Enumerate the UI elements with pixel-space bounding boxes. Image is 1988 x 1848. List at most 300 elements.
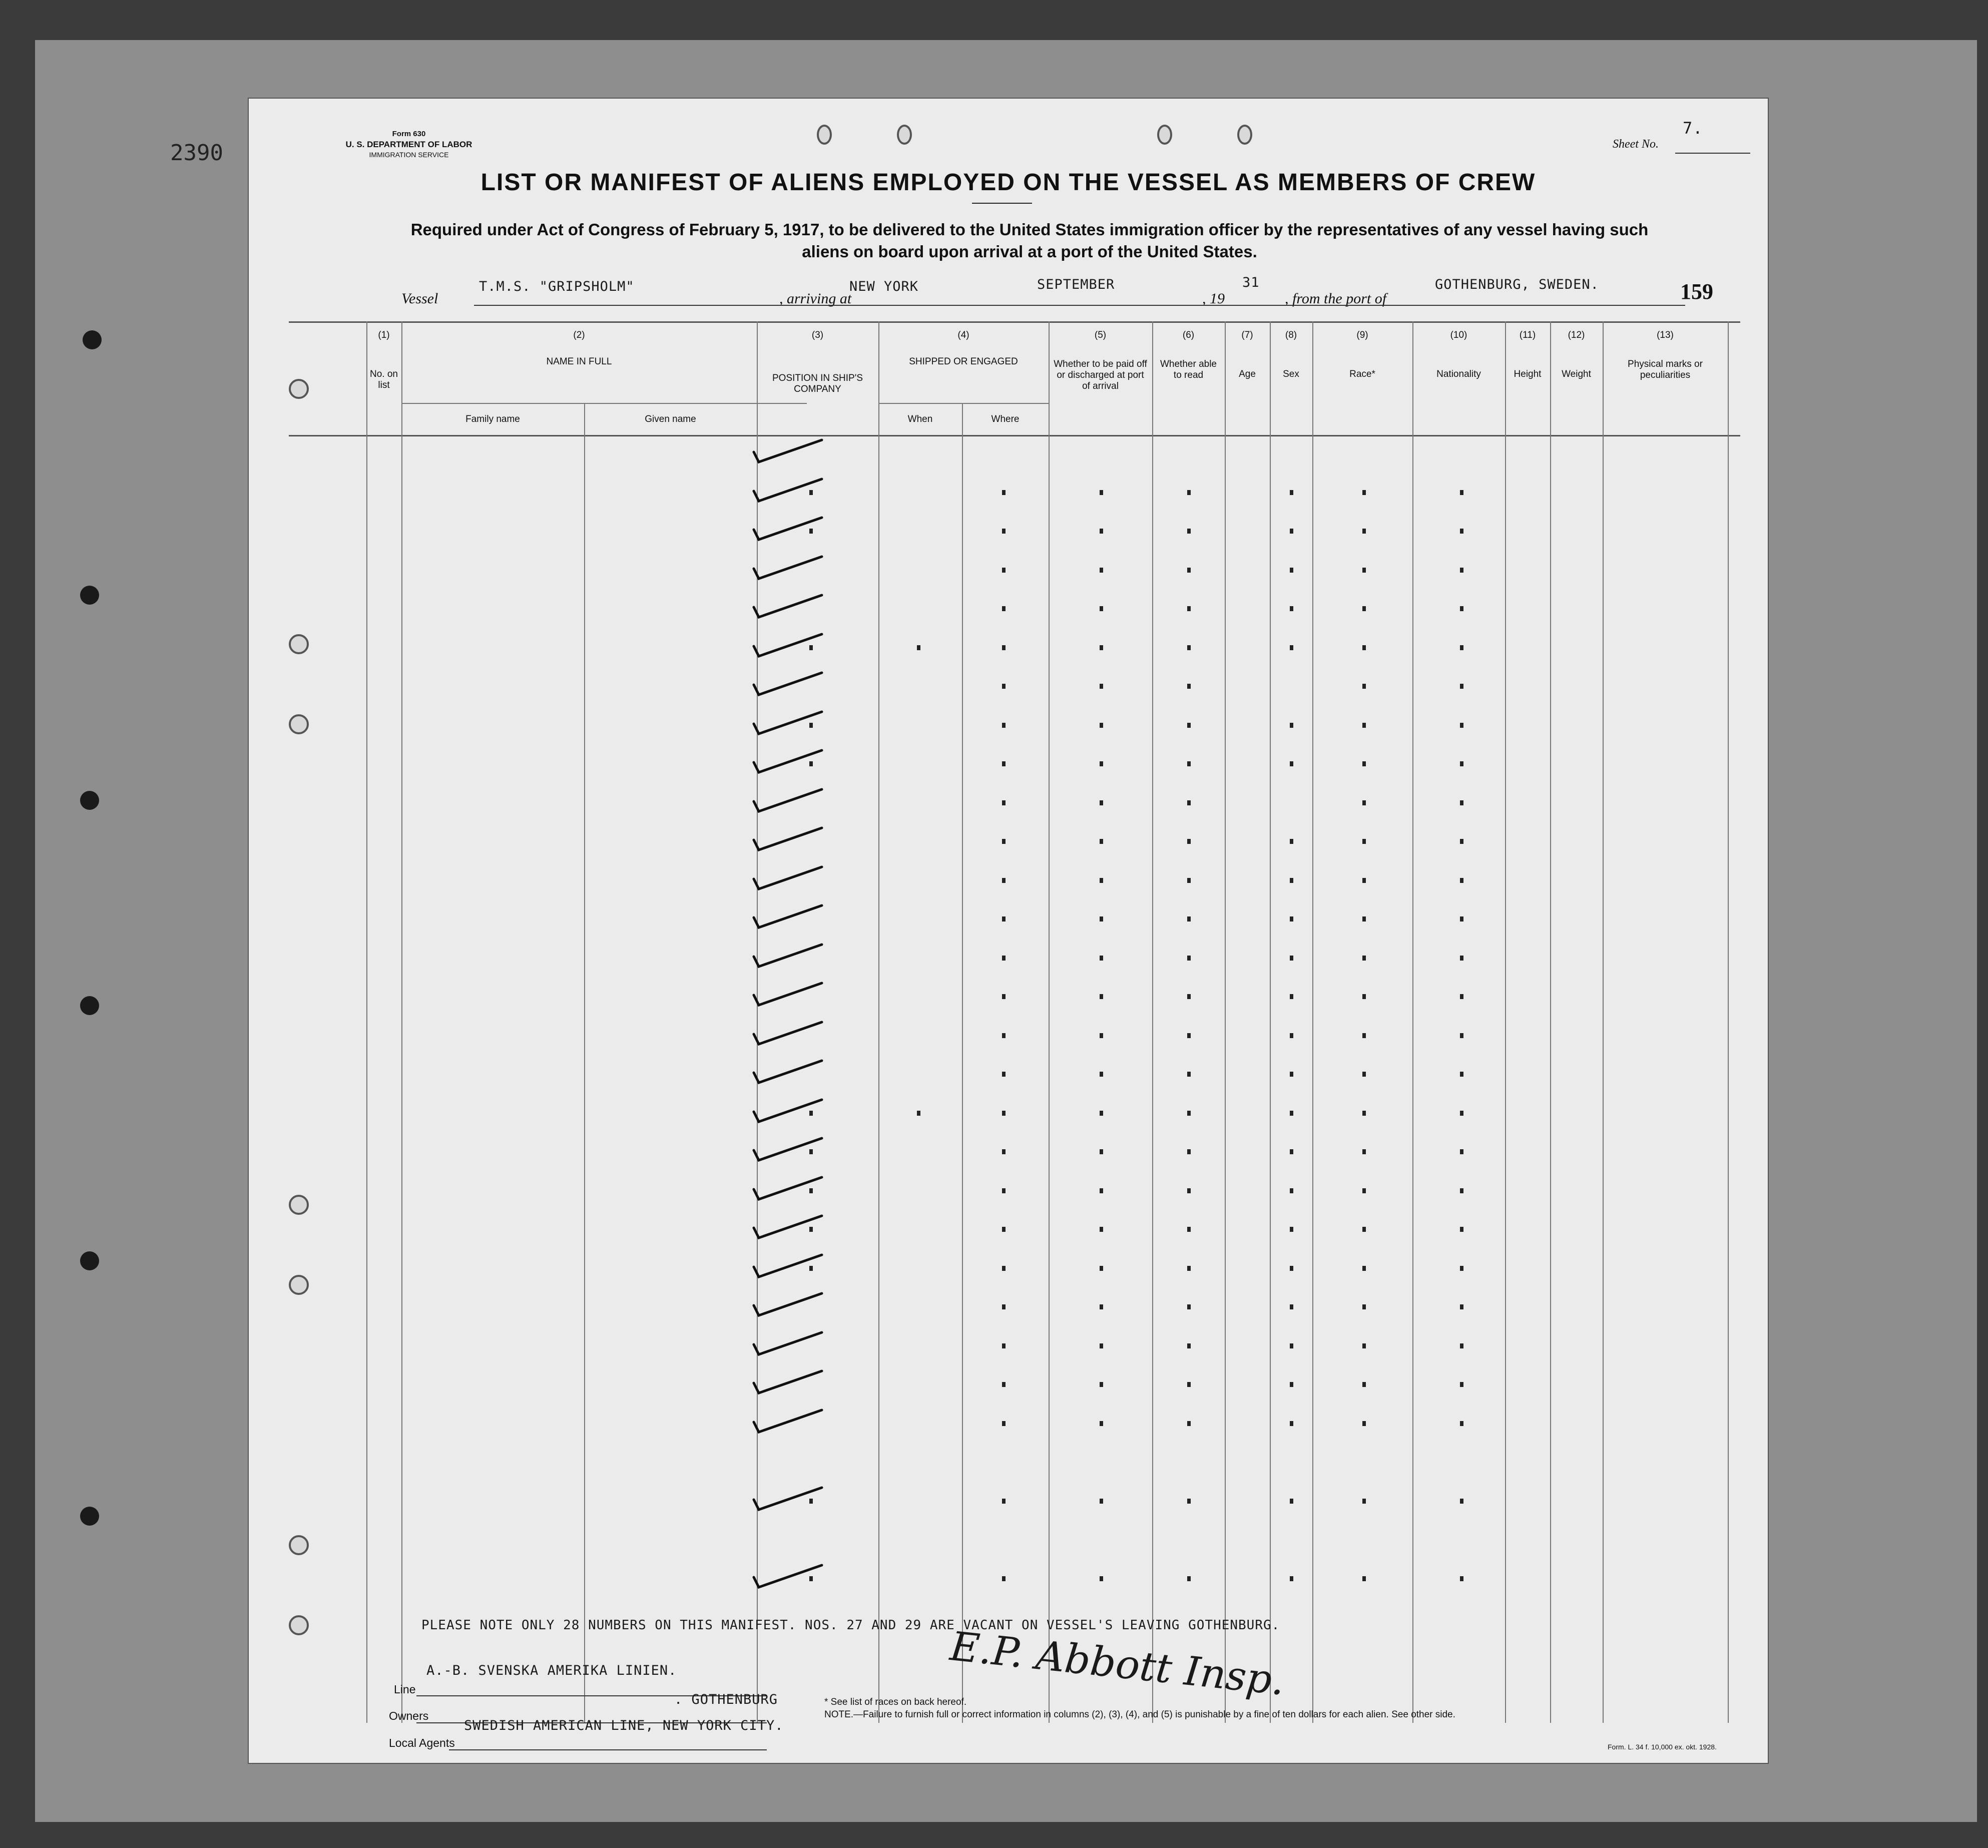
sheet-no-underline: [1675, 153, 1750, 154]
binder-hole: [80, 586, 99, 605]
ditto-mark: [1002, 1227, 1006, 1232]
ditto-mark: [1460, 878, 1463, 883]
ditto-mark: [1290, 1343, 1293, 1348]
ditto-mark: [1290, 1111, 1293, 1116]
ditto-mark: [1290, 568, 1293, 573]
ditto-mark: [1362, 994, 1366, 999]
ditto-mark: [1002, 645, 1006, 650]
ditto-mark: [1290, 839, 1293, 844]
ditto-mark: [1460, 1072, 1463, 1077]
binder-hole: [83, 330, 102, 349]
check-mark-icon: [752, 1252, 827, 1282]
ditto-mark: [917, 645, 920, 650]
column-divider: [1312, 321, 1313, 1723]
ditto-mark: [1187, 1188, 1191, 1193]
ditto-mark: [1187, 994, 1191, 999]
arrival-year: 31: [1242, 275, 1260, 290]
ditto-mark: [809, 1149, 813, 1154]
ditto-mark: [1290, 1072, 1293, 1077]
ditto-mark: [1187, 606, 1191, 611]
punch-ring: [897, 125, 912, 145]
column-divider: [1152, 321, 1153, 1723]
binder-hole: [80, 791, 99, 810]
ditto-mark: [1362, 723, 1366, 728]
check-mark-icon: [752, 825, 827, 855]
ditto-mark: [1460, 1576, 1463, 1581]
ditto-mark: [809, 490, 813, 495]
binder-hole: [80, 996, 99, 1015]
ditto-mark: [1100, 1499, 1103, 1504]
ditto-mark: [1187, 956, 1191, 961]
ditto-mark: [1290, 490, 1293, 495]
ditto-mark: [1187, 723, 1191, 728]
ditto-mark: [917, 1111, 920, 1116]
ditto-mark: [1187, 878, 1191, 883]
form-number: Form 630: [392, 130, 426, 138]
check-mark-icon: [752, 709, 827, 739]
col12-number: (12): [1568, 330, 1585, 340]
ditto-mark: [1002, 1072, 1006, 1077]
ditto-mark: [1290, 916, 1293, 921]
ditto-mark: [1362, 1499, 1366, 1504]
punch-ring: [289, 379, 309, 399]
archive-stamp: [80, 125, 230, 195]
races-note: * See list of races on back hereof.: [824, 1697, 967, 1707]
penalty-note: NOTE.—Failure to furnish full or correct information in columns (2), (3), (4), and (5) is punishable by a fine of ten dollars for each alien. See other side.: [824, 1709, 1455, 1720]
ditto-mark: [1100, 761, 1103, 766]
ditto-mark: [1460, 1499, 1463, 1504]
ditto-mark: [1290, 1266, 1293, 1271]
column-divider: [1270, 321, 1271, 1723]
ditto-mark: [1362, 1033, 1366, 1038]
ditto-mark: [1460, 684, 1463, 689]
ditto-mark: [1002, 1499, 1006, 1504]
manifest-subtitle: Required under Act of Congress of February 5, 1917, to be delivered to the United States immigration officer by the representatives of any vessel having such aliens on board upon arrival at a port of the United States.: [410, 220, 1649, 261]
ditto-mark: [1362, 1343, 1366, 1348]
ditto-mark: [1460, 645, 1463, 650]
column-divider: [878, 321, 879, 1723]
ditto-mark: [1362, 800, 1366, 805]
ditto-mark: [1187, 1499, 1191, 1504]
sheet-no-label: Sheet No.: [1613, 138, 1659, 151]
ditto-mark: [1362, 490, 1366, 495]
ditto-mark: [1460, 1382, 1463, 1387]
check-mark-icon: [752, 1407, 827, 1437]
check-mark-icon: [752, 592, 827, 622]
vessel-label: Vessel: [401, 290, 438, 307]
ditto-mark: [1002, 878, 1006, 883]
ditto-mark: [1002, 1382, 1006, 1387]
ditto-mark: [809, 761, 813, 766]
check-mark-icon: [752, 1562, 827, 1592]
ditto-mark: [1100, 1227, 1103, 1232]
ditto-mark: [1290, 1304, 1293, 1309]
check-mark-icon: [752, 554, 827, 584]
ditto-mark: [1100, 1304, 1103, 1309]
ditto-mark: [1362, 568, 1366, 573]
ditto-mark: [1002, 1149, 1006, 1154]
ditto-mark: [1100, 800, 1103, 805]
check-mark-icon: [752, 1329, 827, 1359]
ditto-mark: [1290, 1227, 1293, 1232]
ditto-mark: [1290, 1382, 1293, 1387]
ditto-mark: [1187, 645, 1191, 650]
ditto-mark: [1460, 839, 1463, 844]
owners-label: Owners: [389, 1709, 429, 1722]
ditto-mark: [1002, 1576, 1006, 1581]
punch-ring: [289, 714, 309, 734]
ditto-mark: [1460, 1304, 1463, 1309]
ditto-mark: [1187, 1149, 1191, 1154]
header-bottom-rule: [289, 435, 1740, 436]
check-mark-icon: [752, 1019, 827, 1049]
ditto-mark: [1100, 1343, 1103, 1348]
ditto-mark: [1460, 1343, 1463, 1348]
punch-ring: [289, 1535, 309, 1555]
ditto-mark: [1362, 1304, 1366, 1309]
ditto-mark: [1362, 878, 1366, 883]
when-header: When: [907, 414, 933, 424]
ditto-mark: [1002, 1266, 1006, 1271]
ditto-mark: [1187, 800, 1191, 805]
punch-ring: [289, 1615, 309, 1635]
ditto-mark: [1100, 1033, 1103, 1038]
ditto-mark: [1100, 878, 1103, 883]
ditto-mark: [1100, 684, 1103, 689]
check-mark-icon: [752, 1174, 827, 1204]
check-mark-icon: [752, 747, 827, 777]
ditto-mark: [1362, 606, 1366, 611]
check-mark-icon: [752, 980, 827, 1010]
col9-number: (9): [1356, 330, 1368, 340]
ditto-mark: [1362, 1149, 1366, 1154]
ditto-mark: [1460, 994, 1463, 999]
ditto-mark: [1460, 1149, 1463, 1154]
ditto-mark: [1362, 1188, 1366, 1193]
line-label: Line: [394, 1683, 416, 1696]
ditto-mark: [809, 529, 813, 534]
ditto-mark: [1187, 684, 1191, 689]
col11-header: Height: [1514, 369, 1542, 379]
check-mark-icon: [752, 1097, 827, 1127]
family-name-header: Family name: [465, 414, 520, 424]
ditto-mark: [1290, 529, 1293, 534]
ditto-mark: [1362, 916, 1366, 921]
agents-value: SWEDISH AMERICAN LINE, NEW YORK CITY.: [464, 1718, 784, 1733]
ditto-mark: [1002, 490, 1006, 495]
ditto-mark: [1362, 956, 1366, 961]
ditto-mark: [1002, 529, 1006, 534]
col1-number: (1): [378, 330, 390, 340]
punch-ring: [1157, 125, 1172, 145]
col10-number: (10): [1450, 330, 1467, 340]
ditto-mark: [1187, 1072, 1191, 1077]
owners-value: . GOTHENBURG: [674, 1692, 778, 1707]
ditto-mark: [1362, 761, 1366, 766]
ditto-mark: [1362, 1576, 1366, 1581]
ditto-mark: [1187, 529, 1191, 534]
column-divider: [1728, 321, 1729, 1723]
ditto-mark: [1460, 606, 1463, 611]
department: U. S. DEPARTMENT OF LABOR: [345, 140, 472, 149]
check-mark-icon: [752, 476, 827, 506]
sheet-no: 7.: [1683, 119, 1703, 138]
col6-number: (6): [1182, 330, 1195, 340]
ditto-mark: [1187, 1576, 1191, 1581]
ditto-mark: [809, 723, 813, 728]
col8-number: (8): [1285, 330, 1297, 340]
punch-ring: [289, 1195, 309, 1215]
ditto-mark: [1100, 916, 1103, 921]
col13-number: (13): [1657, 330, 1674, 340]
ditto-mark: [1002, 1188, 1006, 1193]
col7-header: Age: [1239, 369, 1256, 379]
ditto-mark: [1187, 1033, 1191, 1038]
from-label: , from the port of: [1285, 290, 1387, 307]
ditto-mark: [1460, 956, 1463, 961]
ditto-mark: [1362, 684, 1366, 689]
column-divider: [584, 403, 585, 1723]
name-subheader-rule: [401, 403, 807, 404]
punch-ring: [289, 1275, 309, 1295]
ditto-mark: [1100, 1421, 1103, 1426]
col8-header: Sex: [1283, 369, 1299, 379]
ditto-mark: [1100, 1266, 1103, 1271]
column-divider: [962, 403, 963, 1723]
col5-number: (5): [1094, 330, 1107, 340]
punch-ring: [817, 125, 832, 145]
check-mark-icon: [752, 670, 827, 700]
ditto-mark: [1187, 761, 1191, 766]
check-mark-icon: [752, 1058, 827, 1088]
from-port: GOTHENBURG, SWEDEN.: [1435, 277, 1599, 292]
ditto-mark: [1100, 1072, 1103, 1077]
ditto-mark: [1290, 878, 1293, 883]
manifest-title: LIST OR MANIFEST OF ALIENS EMPLOYED ON THE VESSEL AS MEMBERS OF CREW: [480, 169, 1536, 196]
arrival-month: SEPTEMBER: [1037, 277, 1115, 292]
ditto-mark: [809, 1499, 813, 1504]
arriving-label: , arriving at: [779, 290, 852, 307]
ditto-mark: [1290, 994, 1293, 999]
ditto-mark: [1460, 1266, 1463, 1271]
col3-header: POSITION IN SHIP'S COMPANY: [772, 373, 863, 394]
col2-number: (2): [573, 330, 585, 340]
col12-header: Weight: [1562, 369, 1591, 379]
ditto-mark: [1460, 1188, 1463, 1193]
binder-hole: [80, 1251, 99, 1270]
ditto-mark: [1100, 839, 1103, 844]
ditto-mark: [1100, 1149, 1103, 1154]
column-divider: [401, 321, 402, 1723]
ditto-mark: [1460, 529, 1463, 534]
col13-header: Physical marks or peculiarities: [1628, 359, 1703, 380]
manifest-sheet: [248, 98, 1769, 1764]
ditto-mark: [1187, 1111, 1191, 1116]
ditto-mark: [1362, 1227, 1366, 1232]
check-mark-icon: [752, 1485, 827, 1515]
ditto-mark: [1362, 1421, 1366, 1426]
ditto-mark: [1187, 568, 1191, 573]
check-mark-icon: [752, 515, 827, 545]
punch-ring: [289, 634, 309, 654]
col4-number: (4): [957, 330, 969, 340]
check-mark-icon: [752, 437, 827, 467]
ditto-mark: [1187, 1304, 1191, 1309]
ditto-mark: [1187, 1227, 1191, 1232]
ditto-mark: [1100, 1382, 1103, 1387]
col7-number: (7): [1241, 330, 1253, 340]
ditto-mark: [1002, 1111, 1006, 1116]
ditto-mark: [1290, 1576, 1293, 1581]
check-mark-icon: [752, 942, 827, 972]
ditto-mark: [1002, 723, 1006, 728]
ditto-mark: [1290, 1188, 1293, 1193]
ditto-mark: [1362, 1382, 1366, 1387]
ditto-mark: [1290, 645, 1293, 650]
ditto-mark: [1002, 1343, 1006, 1348]
ditto-mark: [1100, 606, 1103, 611]
ditto-mark: [1460, 1111, 1463, 1116]
column-divider: [1049, 321, 1050, 1723]
col5-header: Whether to be paid off or discharged at port of arrival: [1054, 359, 1147, 391]
col9-header: Race*: [1349, 369, 1375, 379]
ditto-mark: [1362, 839, 1366, 844]
ditto-mark: [1362, 645, 1366, 650]
year-prefix: , 19: [1202, 290, 1225, 307]
ditto-mark: [1290, 956, 1293, 961]
column-divider: [1412, 321, 1413, 1723]
ditto-mark: [1362, 529, 1366, 534]
ditto-mark: [1187, 1382, 1191, 1387]
col6-header: Whether able to read: [1160, 359, 1217, 380]
page-number: 159: [1680, 279, 1713, 304]
ditto-mark: [1460, 723, 1463, 728]
ditto-mark: [1100, 490, 1103, 495]
ditto-mark: [1290, 1149, 1293, 1154]
ditto-mark: [1002, 761, 1006, 766]
ditto-mark: [1460, 800, 1463, 805]
ditto-mark: [1187, 1421, 1191, 1426]
ditto-mark: [1460, 490, 1463, 495]
ditto-mark: [1460, 761, 1463, 766]
vessel-name: T.M.S. "GRIPSHOLM": [479, 279, 635, 294]
title-rule: [972, 203, 1032, 204]
column-divider: [1550, 321, 1551, 1723]
ditto-mark: [809, 645, 813, 650]
ditto-mark: [1100, 994, 1103, 999]
ditto-mark: [1002, 800, 1006, 805]
ditto-mark: [1460, 1033, 1463, 1038]
column-divider: [1505, 321, 1506, 1723]
stamp-line2: 2390: [170, 140, 223, 166]
given-name-header: Given name: [645, 414, 696, 424]
binder-hole: [80, 1507, 99, 1526]
punch-ring: [1237, 125, 1252, 145]
check-mark-icon: [752, 864, 827, 894]
table-top-rule: [289, 321, 1740, 323]
ditto-mark: [1002, 994, 1006, 999]
ditto-mark: [1187, 839, 1191, 844]
col11-number: (11): [1519, 330, 1536, 340]
ditto-mark: [1362, 1266, 1366, 1271]
ditto-mark: [1290, 1499, 1293, 1504]
check-mark-icon: [752, 1135, 827, 1165]
column-divider: [1225, 321, 1226, 1723]
ditto-mark: [1290, 723, 1293, 728]
ditto-mark: [1187, 1343, 1191, 1348]
line-value: A.-B. SVENSKA AMERIKA LINIEN.: [426, 1663, 677, 1678]
ditto-mark: [1100, 529, 1103, 534]
ditto-mark: [809, 1111, 813, 1116]
col1-header: No. on list: [370, 369, 398, 390]
ditto-mark: [1460, 916, 1463, 921]
ditto-mark: [1187, 490, 1191, 495]
form-reference: Form. L. 34 f. 10,000 ex. okt. 1928.: [1608, 1743, 1717, 1751]
agents-label: Local Agents: [389, 1736, 455, 1749]
vessel-underline: [474, 305, 1685, 306]
ditto-mark: [1002, 684, 1006, 689]
check-mark-icon: [752, 1213, 827, 1243]
ditto-mark: [1187, 1266, 1191, 1271]
ditto-mark: [1460, 1227, 1463, 1232]
ditto-mark: [1100, 1111, 1103, 1116]
ditto-mark: [1290, 1421, 1293, 1426]
ditto-mark: [1100, 1188, 1103, 1193]
ditto-mark: [809, 1188, 813, 1193]
ditto-mark: [1100, 723, 1103, 728]
col3-number: (3): [811, 330, 824, 340]
ditto-mark: [1002, 1421, 1006, 1426]
ditto-mark: [1002, 839, 1006, 844]
manifest-note: PLEASE NOTE ONLY 28 NUMBERS ON THIS MANIFEST. NOS. 27 AND 29 ARE VACANT ON VESSEL'S LEAVING GOTHENBURG.: [421, 1618, 1280, 1633]
ditto-mark: [1002, 916, 1006, 921]
ditto-mark: [1290, 606, 1293, 611]
ditto-mark: [1290, 1033, 1293, 1038]
ditto-mark: [1187, 916, 1191, 921]
ditto-mark: [1362, 1111, 1366, 1116]
column-divider: [1603, 321, 1604, 1723]
col10-header: Nationality: [1436, 369, 1481, 379]
ditto-mark: [1362, 1072, 1366, 1077]
ditto-mark: [1100, 645, 1103, 650]
where-header: Where: [991, 414, 1020, 424]
ditto-mark: [1100, 956, 1103, 961]
check-mark-icon: [752, 631, 827, 661]
ship-subheader-rule: [878, 403, 1049, 404]
ditto-mark: [809, 1266, 813, 1271]
column-divider: [366, 321, 367, 1723]
check-mark-icon: [752, 1290, 827, 1320]
col2-header: NAME IN FULL: [546, 356, 612, 367]
ditto-mark: [809, 1227, 813, 1232]
ditto-mark: [1460, 1421, 1463, 1426]
ditto-mark: [1002, 1033, 1006, 1038]
ditto-mark: [1002, 956, 1006, 961]
ditto-mark: [1002, 568, 1006, 573]
ditto-mark: [1002, 1304, 1006, 1309]
inspector-signature: E.P. Abbott Insp.: [947, 1623, 1287, 1704]
ditto-mark: [1100, 1576, 1103, 1581]
ditto-mark: [1002, 606, 1006, 611]
ditto-mark: [1460, 568, 1463, 573]
arrival-port: NEW YORK: [849, 279, 919, 294]
check-mark-icon: [752, 902, 827, 933]
check-mark-icon: [752, 786, 827, 816]
agents-underline: [449, 1749, 767, 1750]
col4-header: SHIPPED OR ENGAGED: [909, 356, 1018, 367]
check-mark-icon: [752, 1368, 827, 1398]
service: IMMIGRATION SERVICE: [369, 151, 449, 159]
